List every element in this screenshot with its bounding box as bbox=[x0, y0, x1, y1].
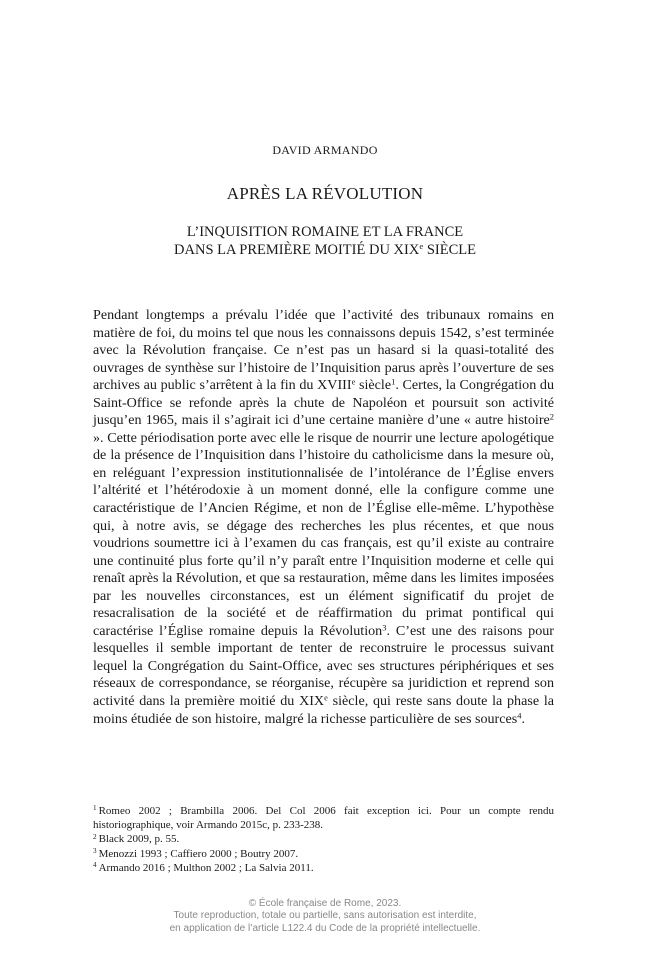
footnote-number: 3 bbox=[93, 847, 97, 856]
subtitle-line-2-part-b: SIÈCLE bbox=[423, 242, 476, 258]
footnote-text: Menozzi 1993 ; Caffiero 2000 ; Boutry 2007. bbox=[98, 847, 299, 860]
body-paragraph bbox=[93, 307, 554, 728]
footnote-3 bbox=[93, 847, 554, 861]
footnote-number: 4 bbox=[93, 861, 97, 870]
footnote-1 bbox=[93, 804, 554, 832]
footnote-ref-2[interactable]: 2 bbox=[549, 411, 554, 422]
article-title: APRÈS LA RÉVOLUTION bbox=[226, 184, 424, 203]
footnote-text: Armando 2016 ; Multhon 2002 ; La Salvia 2011. bbox=[98, 861, 314, 874]
footnote-text: Romeo 2002 ; Brambilla 2006. Del Col 2006 fait exception ici. Pour un compte rendu historiographique, voir Armando 2015c, p. 233-238. bbox=[93, 805, 554, 832]
subtitle-line-1: L’INQUISITION ROMAINE ET LA FRANCE bbox=[186, 224, 464, 240]
body-segment: ». Cette périodisation porte avec elle le risque de nourrir une lecture apologétique de la présence de l’Inquisition dans l’histoire du catholicisme dans la mesure où, en reléguant l’expression institutionnalisée de l’intolérance de l’Église envers l’altérité et l’hétérodoxie à un moment donné, elle la configure comme une caractéristique de l’Ancien Régime, et non de l’Église elle-même. L’hypothèse qui, à notre avis, se dégage des recherches les plus récentes, et que nous voudrions soumettre ici à l’examen du cas français, est qu’il existe au contraire une continuité plus forte qu’il n’y paraît entre l’Inquisition moderne et celle qui renaît après la Révolution, et que sa restauration, même dans les limites imposées par les nouvelles circonstances, est un élément significatif du projet de resacralisation de la société et de réaffirmation du primat pontifical qui caractérise l’Église romaine depuis la Révolution bbox=[93, 429, 554, 639]
footnote-text: Black 2009, p. 55. bbox=[98, 833, 180, 846]
footnote-4 bbox=[93, 861, 554, 875]
copyright-line-2: Toute reproduction, totale ou partielle, sans autorisation est interdite, bbox=[173, 910, 477, 922]
footnote-ref-1[interactable]: 1 bbox=[391, 376, 396, 387]
subtitle-century-sup: e bbox=[419, 241, 424, 252]
subtitle-line-2 bbox=[0, 241, 650, 259]
body-segment: . C’est une des raisons pour lesquelles il semble important de tenter de reconstruire le processus suivant lequel la Congrégation du Saint-Office, avec ses structures périphériques et ses réseaux de correspondance, se réorganise, récupère sa juridiction et reprend son activité dans la première moitié du XIX bbox=[93, 622, 554, 710]
century-sup: e bbox=[351, 376, 356, 387]
footnote-ref-3[interactable]: 3 bbox=[382, 622, 387, 633]
footnote-ref-4[interactable]: 4 bbox=[517, 709, 522, 720]
subtitle-line-2-part-a: DANS LA PREMIÈRE MOITIÉ DU XIX bbox=[174, 242, 420, 258]
footnote-number: 2 bbox=[93, 832, 97, 841]
body-text bbox=[93, 307, 554, 728]
body-segment: siècle, qui reste sans doute la phase la moins étudiée de son histoire, malgré la richesse particulière de ses sources bbox=[93, 693, 554, 727]
article-subtitle bbox=[0, 223, 650, 259]
copyright-line-1: © École française de Rome, 2023. bbox=[248, 898, 402, 909]
body-segment: . bbox=[521, 710, 526, 727]
footnote-2 bbox=[93, 832, 554, 846]
body-segment: siècle bbox=[355, 377, 392, 394]
footnotes bbox=[93, 804, 554, 875]
author-name: DAVID ARMANDO bbox=[272, 143, 378, 157]
footnote-number: 1 bbox=[93, 804, 97, 813]
copyright-footer bbox=[0, 898, 650, 935]
copyright-line-3: en application de l’article L122.4 du Code de la propriété intellectuelle. bbox=[169, 922, 481, 934]
body-segment: Pendant longtemps a prévalu l’idée que l’activité des tribunaux romains en matière de foi, du moins tel que nous les connaissons depuis 1542, s’est terminée avec la Révolution française. Ce n’est pas un hasard si la quasi-totalité des ouvrages de synthèse sur l’histoire de l’Inquisition parus après l’ouverture de ses archives au public s’arrêtent à la fin du XVIII bbox=[93, 307, 554, 394]
century-sup: e bbox=[324, 692, 328, 703]
body-segment: . Certes, la Congrégation du Saint-Office se refonde après la chute de Napoléon et poursuit son activité jusqu’en 1965, mais il s’agirait ici d’une certaine manière d’une « autre histoire bbox=[93, 377, 554, 429]
